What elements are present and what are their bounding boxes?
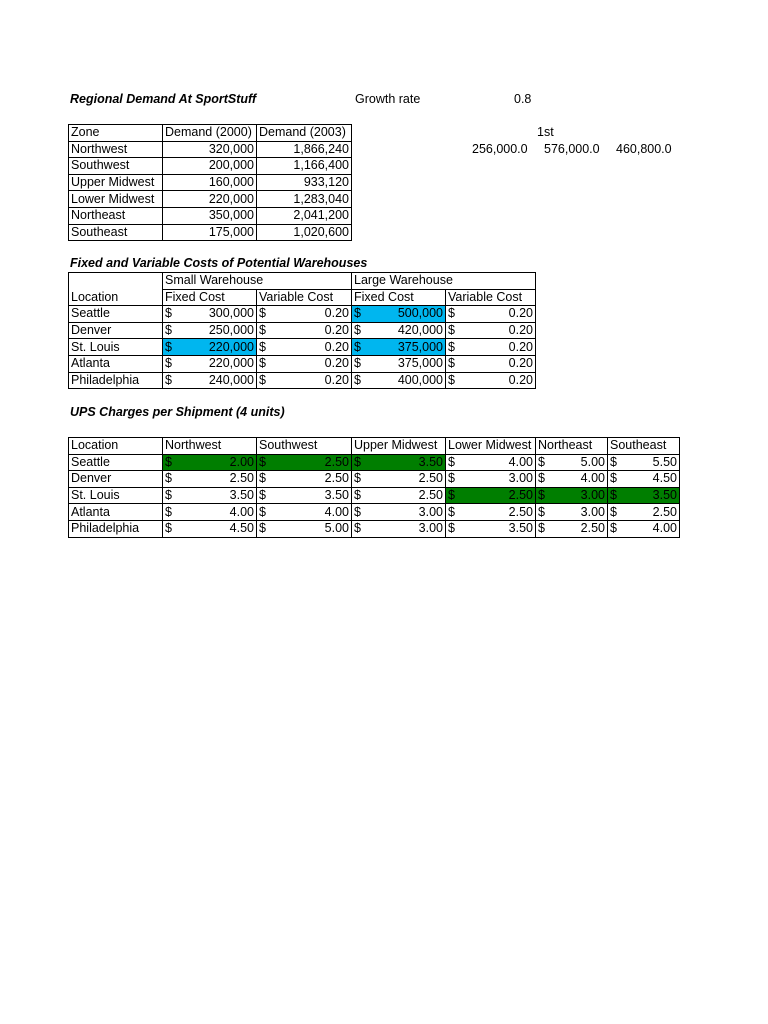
costs-table <box>68 272 536 389</box>
amount: 2.50 <box>508 488 533 503</box>
column-header: Demand (2003) <box>257 125 352 142</box>
currency-symbol: $ <box>610 488 617 503</box>
currency-symbol: $ <box>354 339 361 354</box>
column-header: Lower Midwest <box>446 438 536 455</box>
money-cell <box>446 520 536 537</box>
currency-symbol: $ <box>259 521 266 536</box>
large-warehouse-header: Large Warehouse <box>352 273 536 290</box>
money-cell <box>608 471 680 488</box>
money-cell <box>163 322 257 339</box>
currency-symbol: $ <box>165 323 172 338</box>
amount: 2.50 <box>580 521 605 536</box>
table-header-row <box>69 438 680 455</box>
demand-2000-cell: 320,000 <box>163 141 257 158</box>
currency-symbol: $ <box>354 488 361 503</box>
amount: 0.20 <box>508 356 533 371</box>
table-row <box>69 306 536 323</box>
demand-2003-cell: 1,283,040 <box>257 191 352 208</box>
currency-symbol: $ <box>354 521 361 536</box>
currency-symbol: $ <box>610 471 617 486</box>
money-cell <box>352 487 446 504</box>
demand-table <box>68 124 352 241</box>
amount: 3.00 <box>418 521 443 536</box>
demand-2000-cell: 200,000 <box>163 158 257 175</box>
currency-symbol: $ <box>538 488 545 503</box>
demand-2000-cell: 350,000 <box>163 207 257 224</box>
demand-title: Regional Demand At SportStuff <box>70 92 257 106</box>
money-cell <box>536 520 608 537</box>
money-cell <box>352 306 446 323</box>
zone-cell: Northeast <box>69 207 163 224</box>
zone-cell: Upper Midwest <box>69 174 163 191</box>
demand-2000-cell: 175,000 <box>163 224 257 241</box>
currency-symbol: $ <box>165 306 172 321</box>
money-cell <box>257 520 352 537</box>
amount: 220,000 <box>208 356 254 371</box>
table-row <box>69 487 680 504</box>
amount: 2.50 <box>418 488 443 503</box>
demand-2003-cell: 1,866,240 <box>257 141 352 158</box>
amount: 3.50 <box>508 521 533 536</box>
column-header: Northwest <box>163 438 257 455</box>
location-cell: Denver <box>69 471 163 488</box>
table-row <box>69 504 680 521</box>
amount: 2.50 <box>652 504 677 519</box>
amount: 5.50 <box>652 454 677 469</box>
amount: 0.20 <box>324 356 349 371</box>
amount: 3.00 <box>418 504 443 519</box>
table-row <box>69 372 536 389</box>
money-cell <box>446 471 536 488</box>
money-cell <box>163 471 257 488</box>
location-cell: St. Louis <box>69 339 163 356</box>
column-header: Demand (2000) <box>163 125 257 142</box>
money-cell <box>352 322 446 339</box>
money-cell <box>536 454 608 471</box>
money-cell <box>257 504 352 521</box>
money-cell <box>163 339 257 356</box>
side-value-2: 576,000.0 <box>544 142 600 156</box>
money-cell <box>352 372 446 389</box>
money-cell <box>257 487 352 504</box>
zone-cell: Lower Midwest <box>69 191 163 208</box>
currency-symbol: $ <box>165 471 172 486</box>
money-cell <box>163 487 257 504</box>
money-cell <box>608 504 680 521</box>
amount: 4.00 <box>652 521 677 536</box>
table-row <box>69 174 352 191</box>
amount: 0.20 <box>508 339 533 354</box>
currency-symbol: $ <box>354 504 361 519</box>
amount: 0.20 <box>324 306 349 321</box>
amount: 4.00 <box>324 504 349 519</box>
demand-2000-cell: 220,000 <box>163 191 257 208</box>
amount: 400,000 <box>397 372 443 387</box>
small-warehouse-header: Small Warehouse <box>163 273 352 290</box>
table-row <box>69 191 352 208</box>
money-cell <box>446 355 536 372</box>
currency-symbol: $ <box>448 339 455 354</box>
money-cell <box>257 372 352 389</box>
column-header: Variable Cost <box>257 289 352 306</box>
location-cell: Denver <box>69 322 163 339</box>
currency-symbol: $ <box>259 306 266 321</box>
table-row <box>69 322 536 339</box>
currency-symbol: $ <box>354 454 361 469</box>
column-header: Southwest <box>257 438 352 455</box>
currency-symbol: $ <box>165 372 172 387</box>
amount: 3.00 <box>508 471 533 486</box>
money-cell <box>446 454 536 471</box>
money-cell <box>257 306 352 323</box>
currency-symbol: $ <box>538 471 545 486</box>
amount: 2.50 <box>324 454 349 469</box>
currency-symbol: $ <box>448 356 455 371</box>
table-row <box>69 339 536 356</box>
currency-symbol: $ <box>259 356 266 371</box>
money-cell <box>163 504 257 521</box>
column-header: Northeast <box>536 438 608 455</box>
side-value-3: 460,800.0 <box>616 142 672 156</box>
location-cell: Philadelphia <box>69 372 163 389</box>
ups-table <box>68 437 680 538</box>
money-cell <box>608 520 680 537</box>
currency-symbol: $ <box>259 488 266 503</box>
table-row <box>69 454 680 471</box>
table-row <box>69 141 352 158</box>
column-header: Variable Cost <box>446 289 536 306</box>
currency-symbol: $ <box>448 372 455 387</box>
currency-symbol: $ <box>259 471 266 486</box>
group-header-empty <box>69 273 163 290</box>
table-row <box>69 471 680 488</box>
money-cell <box>536 504 608 521</box>
money-cell <box>352 339 446 356</box>
money-cell <box>163 520 257 537</box>
money-cell <box>608 487 680 504</box>
ups-title: UPS Charges per Shipment (4 units) <box>70 405 285 419</box>
currency-symbol: $ <box>165 454 172 469</box>
location-cell: Philadelphia <box>69 520 163 537</box>
location-cell: Atlanta <box>69 504 163 521</box>
currency-symbol: $ <box>610 521 617 536</box>
currency-symbol: $ <box>538 454 545 469</box>
demand-2003-cell: 2,041,200 <box>257 207 352 224</box>
location-cell: Atlanta <box>69 355 163 372</box>
amount: 2.50 <box>324 471 349 486</box>
currency-symbol: $ <box>448 471 455 486</box>
amount: 2.00 <box>229 454 254 469</box>
money-cell <box>163 372 257 389</box>
currency-symbol: $ <box>448 323 455 338</box>
currency-symbol: $ <box>259 339 266 354</box>
location-cell: St. Louis <box>69 487 163 504</box>
amount: 300,000 <box>208 306 254 321</box>
column-header: Southeast <box>608 438 680 455</box>
column-header: Upper Midwest <box>352 438 446 455</box>
money-cell <box>257 322 352 339</box>
amount: 420,000 <box>397 323 443 338</box>
demand-2000-cell: 160,000 <box>163 174 257 191</box>
money-cell <box>352 454 446 471</box>
money-cell <box>446 339 536 356</box>
currency-symbol: $ <box>354 471 361 486</box>
growth-rate-value: 0.8 <box>514 92 532 106</box>
zone-cell: Northwest <box>69 141 163 158</box>
amount: 3.00 <box>580 488 605 503</box>
demand-2003-cell: 1,166,400 <box>257 158 352 175</box>
demand-2003-cell: 933,120 <box>257 174 352 191</box>
amount: 5.00 <box>324 521 349 536</box>
amount: 240,000 <box>208 372 254 387</box>
zone-cell: Southeast <box>69 224 163 241</box>
currency-symbol: $ <box>259 454 266 469</box>
currency-symbol: $ <box>259 504 266 519</box>
amount: 0.20 <box>324 339 349 354</box>
money-cell <box>257 355 352 372</box>
amount: 0.20 <box>508 372 533 387</box>
column-header: Fixed Cost <box>163 289 257 306</box>
amount: 2.50 <box>229 471 254 486</box>
amount: 375,000 <box>397 356 443 371</box>
amount: 4.50 <box>652 471 677 486</box>
column-header: Location <box>69 438 163 455</box>
money-cell <box>257 454 352 471</box>
currency-symbol: $ <box>448 504 455 519</box>
amount: 0.20 <box>508 306 533 321</box>
money-cell <box>446 322 536 339</box>
money-cell <box>446 306 536 323</box>
money-cell <box>536 471 608 488</box>
currency-symbol: $ <box>448 454 455 469</box>
amount: 0.20 <box>324 323 349 338</box>
demand-2003-cell: 1,020,600 <box>257 224 352 241</box>
money-cell <box>352 471 446 488</box>
currency-symbol: $ <box>165 339 172 354</box>
table-header-row <box>69 125 352 142</box>
money-cell <box>608 454 680 471</box>
amount: 3.50 <box>229 488 254 503</box>
currency-symbol: $ <box>354 323 361 338</box>
money-cell <box>352 520 446 537</box>
money-cell <box>163 454 257 471</box>
table-row <box>69 224 352 241</box>
amount: 3.50 <box>418 454 443 469</box>
amount: 4.00 <box>580 471 605 486</box>
amount: 3.50 <box>652 488 677 503</box>
currency-symbol: $ <box>259 372 266 387</box>
side-label: 1st <box>537 125 554 139</box>
amount: 2.50 <box>508 504 533 519</box>
amount: 220,000 <box>208 339 254 354</box>
currency-symbol: $ <box>448 306 455 321</box>
currency-symbol: $ <box>165 504 172 519</box>
currency-symbol: $ <box>259 323 266 338</box>
amount: 0.20 <box>508 323 533 338</box>
amount: 4.50 <box>229 521 254 536</box>
amount: 375,000 <box>397 339 443 354</box>
currency-symbol: $ <box>610 504 617 519</box>
currency-symbol: $ <box>538 504 545 519</box>
table-group-row <box>69 273 536 290</box>
currency-symbol: $ <box>538 521 545 536</box>
amount: 5.00 <box>580 454 605 469</box>
column-header: Zone <box>69 125 163 142</box>
currency-symbol: $ <box>448 488 455 503</box>
currency-symbol: $ <box>165 521 172 536</box>
zone-cell: Southwest <box>69 158 163 175</box>
table-header-row <box>69 289 536 306</box>
table-row <box>69 207 352 224</box>
column-header: Location <box>69 289 163 306</box>
money-cell <box>257 339 352 356</box>
currency-symbol: $ <box>165 488 172 503</box>
location-cell: Seattle <box>69 306 163 323</box>
table-row <box>69 355 536 372</box>
table-row <box>69 158 352 175</box>
money-cell <box>352 504 446 521</box>
money-cell <box>352 355 446 372</box>
amount: 2.50 <box>418 471 443 486</box>
currency-symbol: $ <box>448 521 455 536</box>
table-row <box>69 520 680 537</box>
costs-title: Fixed and Variable Costs of Potential Warehouses <box>70 256 368 270</box>
money-cell <box>163 355 257 372</box>
amount: 500,000 <box>397 306 443 321</box>
amount: 4.00 <box>229 504 254 519</box>
money-cell <box>536 487 608 504</box>
location-cell: Seattle <box>69 454 163 471</box>
amount: 250,000 <box>208 323 254 338</box>
currency-symbol: $ <box>354 372 361 387</box>
growth-rate-label: Growth rate <box>355 92 421 106</box>
currency-symbol: $ <box>354 306 361 321</box>
column-header: Fixed Cost <box>352 289 446 306</box>
money-cell <box>163 306 257 323</box>
amount: 4.00 <box>508 454 533 469</box>
amount: 3.50 <box>324 488 349 503</box>
money-cell <box>446 504 536 521</box>
amount: 3.00 <box>580 504 605 519</box>
money-cell <box>257 471 352 488</box>
currency-symbol: $ <box>610 454 617 469</box>
amount: 0.20 <box>324 372 349 387</box>
currency-symbol: $ <box>165 356 172 371</box>
money-cell <box>446 372 536 389</box>
side-value-1: 256,000.0 <box>472 142 528 156</box>
money-cell <box>446 487 536 504</box>
currency-symbol: $ <box>354 356 361 371</box>
